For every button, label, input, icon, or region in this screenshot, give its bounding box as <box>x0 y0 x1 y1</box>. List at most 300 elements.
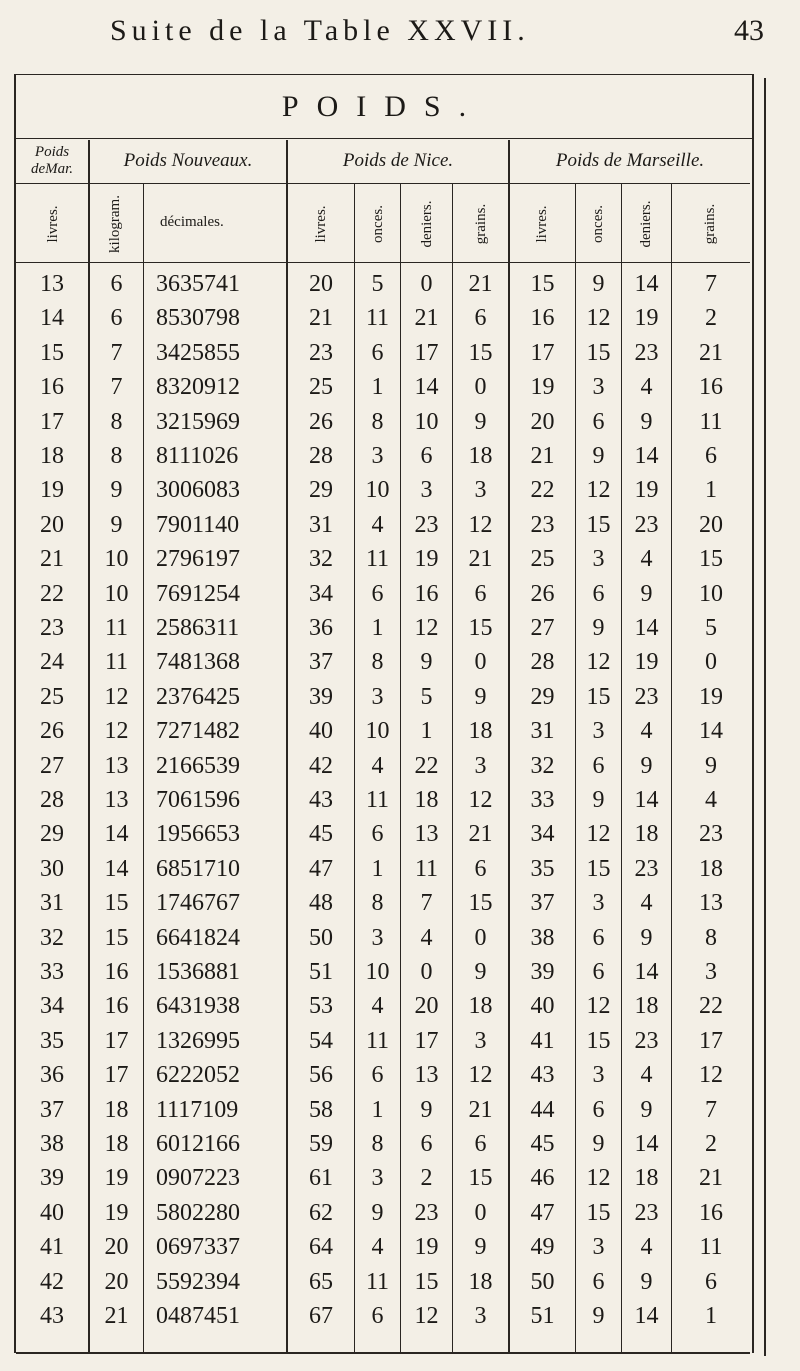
cell-nice-deniers: 9 <box>420 649 433 676</box>
cell-nice-livres: 50 <box>309 924 333 951</box>
cell-nice-grains: 6 <box>474 1131 487 1157</box>
cell-decimales: 0487451 <box>156 1303 240 1329</box>
subhead-mars-deniers: deniers. <box>638 200 654 248</box>
cell-decimales: 1117109 <box>156 1096 239 1123</box>
cell-nice-onces: 4 <box>371 511 384 538</box>
cell-mars-livres: 39 <box>530 959 555 985</box>
cell-mars-deniers: 14 <box>634 787 659 813</box>
cell-mars-livres: 51 <box>530 1303 555 1329</box>
cell-nice-grains: 3 <box>474 752 487 779</box>
cell-nice-livres: 59 <box>309 1131 333 1157</box>
cell-nice-livres: 20 <box>309 271 333 297</box>
cell-mars-livres: 33 <box>530 787 555 813</box>
cell-mars-onces: 15 <box>586 511 611 538</box>
cell-decimales: 0907223 <box>156 1165 240 1192</box>
cell-mars-livres: 41 <box>530 1027 555 1054</box>
cell-mars-deniers: 9 <box>640 752 653 779</box>
cell-decimales: 7061596 <box>156 787 240 813</box>
cell-mar-livres: 41 <box>40 1234 64 1261</box>
cell-mars-onces: 6 <box>592 408 605 435</box>
cell-mars-onces: 15 <box>586 1027 611 1054</box>
cell-kilogram: 17 <box>104 1027 129 1054</box>
cell-nice-deniers: 12 <box>414 1303 439 1329</box>
cell-nice-grains: 3 <box>474 477 487 504</box>
subhead-nice-grains: grains. <box>473 203 489 245</box>
cell-nice-grains: 0 <box>474 1199 487 1226</box>
cell-mar-livres: 42 <box>40 1268 64 1295</box>
cell-mars-deniers: 18 <box>634 1165 659 1192</box>
cell-nice-deniers: 9 <box>420 1096 433 1123</box>
subhead-nice-livres: livres. <box>313 205 329 243</box>
cell-nice-livres: 25 <box>309 374 333 401</box>
cell-mars-onces: 9 <box>592 615 605 641</box>
cell-nice-grains: 12 <box>468 511 493 538</box>
cell-mar-livres: 35 <box>40 1027 64 1054</box>
cell-decimales: 8111026 <box>156 443 239 469</box>
cell-nice-onces: 1 <box>371 855 384 882</box>
cell-nice-onces: 4 <box>371 752 384 779</box>
cell-nice-onces: 1 <box>371 374 384 401</box>
cell-decimales: 6012166 <box>156 1131 240 1157</box>
cell-nice-deniers: 0 <box>420 959 433 985</box>
cell-nice-onces: 4 <box>371 1234 384 1261</box>
cell-mars-grains: 21 <box>699 339 723 366</box>
cell-mars-livres: 38 <box>530 924 555 951</box>
subhead-mars-onces: onces. <box>590 205 606 243</box>
cell-mar-livres: 30 <box>40 855 64 882</box>
cell-nice-deniers: 20 <box>414 993 439 1020</box>
cell-nice-deniers: 1 <box>420 718 433 745</box>
cell-nice-grains: 15 <box>468 615 493 641</box>
cell-nice-grains: 18 <box>468 443 493 469</box>
cell-nice-onces: 9 <box>371 1199 384 1226</box>
cell-nice-deniers: 2 <box>420 1165 433 1192</box>
cell-kilogram: 20 <box>104 1234 129 1261</box>
cell-mar-livres: 32 <box>40 924 64 951</box>
cell-mars-grains: 0 <box>705 649 717 676</box>
cell-kilogram: 10 <box>104 546 129 573</box>
cell-mars-deniers: 23 <box>634 339 659 366</box>
cell-mar-livres: 31 <box>40 890 64 917</box>
cell-nice-onces: 11 <box>365 546 390 573</box>
cell-nice-onces: 1 <box>371 1096 384 1123</box>
cell-mars-livres: 22 <box>530 477 555 504</box>
cell-mars-livres: 44 <box>530 1096 555 1123</box>
cell-mars-livres: 34 <box>530 821 555 848</box>
cell-mars-livres: 26 <box>530 580 555 607</box>
cell-nice-livres: 61 <box>309 1165 333 1192</box>
cell-mars-deniers: 9 <box>640 1268 653 1295</box>
cell-decimales: 5802280 <box>156 1199 240 1226</box>
cell-mars-onces: 12 <box>586 649 611 676</box>
cell-nice-livres: 48 <box>309 890 333 917</box>
cell-kilogram: 9 <box>110 477 123 504</box>
cell-mars-deniers: 14 <box>634 271 659 297</box>
cell-nice-deniers: 18 <box>414 787 439 813</box>
cell-mars-livres: 50 <box>530 1268 555 1295</box>
cell-kilogram: 18 <box>104 1131 129 1157</box>
rule-table-bottom <box>16 1352 750 1354</box>
cell-mars-deniers: 4 <box>640 374 653 401</box>
cell-nice-deniers: 6 <box>420 1131 433 1157</box>
cell-mars-grains: 6 <box>705 1268 717 1295</box>
cell-nice-onces: 10 <box>365 959 390 985</box>
cell-nice-livres: 39 <box>309 683 333 710</box>
cell-nice-onces: 3 <box>371 443 384 469</box>
cell-mars-grains: 23 <box>699 821 723 848</box>
cell-mars-onces: 3 <box>592 374 605 401</box>
cell-mars-livres: 40 <box>530 993 555 1020</box>
cell-kilogram: 14 <box>104 855 129 882</box>
cell-mar-livres: 43 <box>40 1303 64 1329</box>
cell-nice-livres: 29 <box>309 477 333 504</box>
cell-mars-grains: 2 <box>705 1131 717 1157</box>
cell-decimales: 8320912 <box>156 374 240 401</box>
cell-nice-livres: 58 <box>309 1096 333 1123</box>
cell-mars-grains: 7 <box>705 271 717 297</box>
cell-mars-deniers: 4 <box>640 890 653 917</box>
cell-mar-livres: 17 <box>40 408 64 435</box>
cell-nice-grains: 21 <box>468 271 493 297</box>
cell-mars-livres: 25 <box>530 546 555 573</box>
cell-kilogram: 9 <box>110 511 123 538</box>
cell-kilogram: 7 <box>110 339 123 366</box>
cell-mar-livres: 26 <box>40 718 64 745</box>
cell-nice-grains: 12 <box>468 1062 493 1089</box>
cell-nice-onces: 3 <box>371 924 384 951</box>
cell-nice-onces: 6 <box>371 821 384 848</box>
cell-nice-deniers: 0 <box>420 271 433 297</box>
cell-mar-livres: 14 <box>40 305 64 332</box>
cell-kilogram: 6 <box>110 305 123 332</box>
cell-mars-onces: 15 <box>586 1199 611 1226</box>
cell-kilogram: 19 <box>104 1199 129 1226</box>
cell-mars-livres: 32 <box>530 752 555 779</box>
cell-mar-livres: 24 <box>40 649 64 676</box>
cell-decimales: 6851710 <box>156 855 240 882</box>
cell-decimales: 7481368 <box>156 649 240 676</box>
cell-mars-livres: 46 <box>530 1165 555 1192</box>
cell-kilogram: 8 <box>110 408 123 435</box>
cell-decimales: 3006083 <box>156 477 240 504</box>
cell-kilogram: 21 <box>104 1303 129 1329</box>
cell-mars-livres: 43 <box>530 1062 555 1089</box>
cell-nice-onces: 3 <box>371 683 384 710</box>
cell-nice-grains: 0 <box>474 374 487 401</box>
subhead-nice-onces: onces. <box>370 205 386 243</box>
cell-mars-onces: 9 <box>592 271 605 297</box>
cell-mars-grains: 3 <box>705 959 717 985</box>
cell-mars-grains: 8 <box>705 924 717 951</box>
running-head <box>0 0 800 70</box>
cell-nice-onces: 8 <box>371 1131 384 1157</box>
cell-mars-livres: 49 <box>530 1234 555 1261</box>
cell-mars-deniers: 4 <box>640 1234 653 1261</box>
cell-mars-onces: 15 <box>586 855 611 882</box>
cell-kilogram: 13 <box>104 752 129 779</box>
cell-mar-livres: 16 <box>40 374 64 401</box>
cell-mars-livres: 27 <box>530 615 555 641</box>
cell-mars-onces: 3 <box>592 1234 605 1261</box>
cell-nice-deniers: 16 <box>414 580 439 607</box>
cell-nice-grains: 6 <box>474 580 487 607</box>
cell-mars-onces: 6 <box>592 924 605 951</box>
cell-mars-deniers: 14 <box>634 1131 659 1157</box>
cell-nice-grains: 9 <box>474 408 487 435</box>
cell-mars-grains: 11 <box>699 408 723 435</box>
cell-mar-livres: 37 <box>40 1096 64 1123</box>
cell-nice-onces: 8 <box>371 649 384 676</box>
cell-kilogram: 10 <box>104 580 129 607</box>
cell-nice-deniers: 13 <box>414 821 439 848</box>
cell-mar-livres: 39 <box>40 1165 64 1192</box>
cell-mars-onces: 9 <box>592 787 605 813</box>
cell-nice-deniers: 4 <box>420 924 433 951</box>
cell-kilogram: 16 <box>104 993 129 1020</box>
cell-mar-livres: 22 <box>40 580 64 607</box>
subhead-mar-livres: livres. <box>45 205 61 243</box>
cell-nice-onces: 3 <box>371 1165 384 1192</box>
cell-nice-onces: 11 <box>365 787 390 813</box>
cell-decimales: 2376425 <box>156 683 240 710</box>
cell-kilogram: 13 <box>104 787 129 813</box>
cell-nice-grains: 21 <box>468 546 493 573</box>
cell-nice-livres: 40 <box>309 718 333 745</box>
cell-nice-livres: 62 <box>309 1199 333 1226</box>
cell-kilogram: 15 <box>104 924 129 951</box>
cell-nice-grains: 9 <box>474 683 487 710</box>
subhead-nice-deniers: deniers. <box>419 200 435 248</box>
cell-kilogram: 12 <box>104 718 129 745</box>
cell-mars-onces: 12 <box>586 1165 611 1192</box>
cell-mar-livres: 29 <box>40 821 64 848</box>
cell-decimales: 7691254 <box>156 580 240 607</box>
cell-kilogram: 7 <box>110 374 123 401</box>
cell-mars-deniers: 23 <box>634 1199 659 1226</box>
cell-kilogram: 8 <box>110 443 123 469</box>
cell-nice-onces: 6 <box>371 1303 384 1329</box>
cell-nice-deniers: 22 <box>414 752 439 779</box>
cell-nice-grains: 9 <box>474 959 487 985</box>
cell-mar-livres: 21 <box>40 546 64 573</box>
cell-nice-livres: 28 <box>309 443 333 469</box>
cell-kilogram: 16 <box>104 959 129 985</box>
cell-mar-livres: 40 <box>40 1199 64 1226</box>
subhead-decimales: décimales. <box>160 214 224 230</box>
cell-mars-grains: 5 <box>705 615 717 641</box>
cell-kilogram: 6 <box>110 271 123 297</box>
cell-mars-grains: 20 <box>699 511 723 538</box>
cell-nice-onces: 11 <box>365 1268 390 1295</box>
cell-mars-deniers: 19 <box>634 649 659 676</box>
cell-nice-grains: 3 <box>474 1303 487 1329</box>
cell-mars-onces: 3 <box>592 890 605 917</box>
cell-nice-grains: 15 <box>468 1165 493 1192</box>
cell-mars-onces: 6 <box>592 959 605 985</box>
cell-mars-onces: 9 <box>592 1131 605 1157</box>
cell-nice-onces: 10 <box>365 718 390 745</box>
cell-mar-livres: 18 <box>40 443 64 469</box>
cell-mars-livres: 21 <box>530 443 555 469</box>
cell-mars-onces: 6 <box>592 1268 605 1295</box>
cell-nice-livres: 67 <box>309 1303 333 1329</box>
cell-mars-onces: 9 <box>592 1303 605 1329</box>
cell-decimales: 8530798 <box>156 305 240 332</box>
cell-mars-deniers: 19 <box>634 305 659 332</box>
cell-mars-onces: 12 <box>586 993 611 1020</box>
subhead-mars-livres: livres. <box>534 205 550 243</box>
cell-nice-onces: 8 <box>371 890 384 917</box>
cell-mars-grains: 9 <box>705 752 717 779</box>
cell-mar-livres: 33 <box>40 959 64 985</box>
cell-mar-livres: 34 <box>40 993 64 1020</box>
cell-nice-livres: 26 <box>309 408 333 435</box>
subhead-kilogram: kilogram. <box>107 195 123 253</box>
cell-nice-livres: 54 <box>309 1027 333 1054</box>
cell-nice-livres: 56 <box>309 1062 333 1089</box>
cell-nice-deniers: 17 <box>414 339 439 366</box>
cell-nice-grains: 0 <box>474 924 487 951</box>
cell-nice-grains: 12 <box>468 787 493 813</box>
cell-mars-deniers: 23 <box>634 683 659 710</box>
cell-mars-deniers: 14 <box>634 615 659 641</box>
cell-decimales: 6641824 <box>156 924 240 951</box>
cell-mars-grains: 16 <box>699 374 723 401</box>
cell-mar-livres: 25 <box>40 683 64 710</box>
cell-mars-grains: 1 <box>705 1303 717 1329</box>
cell-nice-deniers: 14 <box>414 374 439 401</box>
cell-nice-grains: 18 <box>468 718 493 745</box>
cell-nice-livres: 47 <box>309 855 333 882</box>
cell-mars-onces: 12 <box>586 821 611 848</box>
cell-nice-onces: 6 <box>371 580 384 607</box>
cell-mar-livres: 19 <box>40 477 64 504</box>
cell-nice-grains: 18 <box>468 1268 493 1295</box>
cell-mar-livres: 15 <box>40 339 64 366</box>
cell-nice-deniers: 6 <box>420 443 433 469</box>
cell-mars-livres: 35 <box>530 855 555 882</box>
group-head-marseille: Poids de Marseille. <box>555 150 705 171</box>
cell-mars-onces: 6 <box>592 1096 605 1123</box>
cell-mars-grains: 4 <box>705 787 717 813</box>
cell-mar-livres: 27 <box>40 752 64 779</box>
table-caption: POIDS. <box>281 90 485 123</box>
cell-mars-livres: 28 <box>530 649 555 676</box>
cell-mars-livres: 29 <box>530 683 555 710</box>
cell-kilogram: 18 <box>104 1096 129 1123</box>
cell-mars-livres: 15 <box>530 271 555 297</box>
cell-mars-grains: 14 <box>699 718 723 745</box>
cell-nice-onces: 6 <box>371 1062 384 1089</box>
cell-decimales: 1746767 <box>156 890 240 917</box>
cell-nice-deniers: 3 <box>420 477 433 504</box>
cell-mars-livres: 20 <box>530 408 555 435</box>
cell-nice-deniers: 5 <box>420 683 433 710</box>
cell-nice-livres: 34 <box>309 580 333 607</box>
cell-mars-deniers: 9 <box>640 580 653 607</box>
cell-nice-livres: 32 <box>309 546 333 573</box>
cell-mars-deniers: 9 <box>640 924 653 951</box>
cell-nice-livres: 31 <box>309 511 333 538</box>
cell-nice-onces: 11 <box>365 1027 390 1054</box>
cell-mar-livres: 36 <box>40 1062 64 1089</box>
cell-kilogram: 17 <box>104 1062 129 1089</box>
cell-mars-grains: 10 <box>699 580 723 607</box>
cell-mars-deniers: 4 <box>640 546 653 573</box>
cell-nice-grains: 3 <box>474 1027 487 1054</box>
rule-under-caption <box>14 138 752 139</box>
cell-mars-livres: 17 <box>530 339 555 366</box>
cell-mars-grains: 22 <box>699 993 723 1020</box>
cell-nice-livres: 23 <box>309 339 333 366</box>
cell-decimales: 1326995 <box>156 1027 240 1054</box>
cell-nice-onces: 1 <box>371 615 384 641</box>
group-head-nice: Poids de Nice. <box>342 150 454 171</box>
cell-mar-livres: 20 <box>40 511 64 538</box>
cell-mars-livres: 37 <box>530 890 555 917</box>
cell-mars-grains: 19 <box>699 683 723 710</box>
cell-mars-grains: 7 <box>705 1096 717 1123</box>
cell-mars-grains: 21 <box>699 1165 723 1192</box>
cell-mars-onces: 9 <box>592 443 605 469</box>
cell-nice-livres: 65 <box>309 1268 333 1295</box>
cell-kilogram: 12 <box>104 683 129 710</box>
cell-mars-deniers: 9 <box>640 408 653 435</box>
cell-mar-livres: 13 <box>40 271 64 297</box>
cell-nice-livres: 42 <box>309 752 333 779</box>
cell-nice-deniers: 19 <box>414 1234 439 1261</box>
cell-kilogram: 20 <box>104 1268 129 1295</box>
cell-kilogram: 14 <box>104 821 129 848</box>
cell-decimales: 3425855 <box>156 339 240 366</box>
cell-mars-livres: 16 <box>530 305 555 332</box>
cell-decimales: 5592394 <box>156 1268 240 1295</box>
cell-mars-onces: 6 <box>592 752 605 779</box>
cell-nice-onces: 8 <box>371 408 384 435</box>
cell-kilogram: 11 <box>104 615 129 641</box>
cell-decimales: 6431938 <box>156 993 240 1020</box>
cell-decimales: 2166539 <box>156 752 240 779</box>
table-frame-outer-rule <box>764 78 766 1356</box>
cell-nice-onces: 5 <box>371 271 384 297</box>
cell-nice-livres: 45 <box>309 821 333 848</box>
cell-decimales: 3215969 <box>156 408 240 435</box>
cell-decimales: 7271482 <box>156 718 240 745</box>
cell-nice-deniers: 12 <box>414 615 439 641</box>
cell-mars-livres: 23 <box>530 511 555 538</box>
cell-nice-deniers: 23 <box>414 511 439 538</box>
cell-nice-livres: 43 <box>309 787 333 813</box>
cell-mars-onces: 6 <box>592 580 605 607</box>
cell-nice-deniers: 11 <box>414 855 439 882</box>
cell-mars-onces: 12 <box>586 305 611 332</box>
cell-kilogram: 19 <box>104 1165 129 1192</box>
rule-col-kilogram <box>143 184 144 1352</box>
cell-mars-grains: 11 <box>699 1234 723 1261</box>
cell-kilogram: 15 <box>104 890 129 917</box>
cell-kilogram: 11 <box>104 649 129 676</box>
cell-mars-deniers: 14 <box>634 959 659 985</box>
cell-nice-grains: 21 <box>468 1096 493 1123</box>
group-head-nouveaux: Poids Nouveaux. <box>123 150 253 171</box>
cell-nice-deniers: 10 <box>414 408 439 435</box>
cell-decimales: 3635741 <box>156 271 240 297</box>
cell-mars-grains: 1 <box>705 477 717 504</box>
cell-mar-livres: 23 <box>40 615 64 641</box>
cell-mars-deniers: 4 <box>640 1062 653 1089</box>
cell-nice-deniers: 7 <box>420 890 433 917</box>
cell-mars-deniers: 9 <box>640 1096 653 1123</box>
